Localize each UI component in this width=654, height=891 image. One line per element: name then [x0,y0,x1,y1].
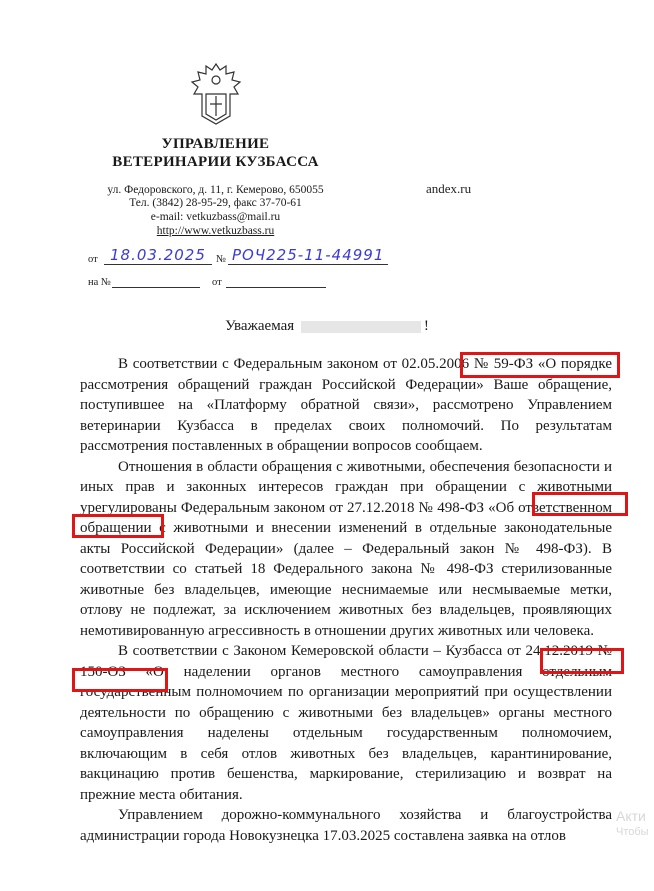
highlight-150oz [72,668,168,692]
reg-date-line [104,264,212,265]
body-paragraph-4: Управлением дорожно-коммунального хозяйства и благоустройства администрации города Новокузнецка 17.03.2025 составлена заявка на отлов [80,807,612,844]
highlight-59fz [460,352,620,378]
activation-watermark [616,808,654,840]
reg-number-handwritten: РОЧ225-11-44991 [232,246,385,264]
coat-of-arms-icon [186,60,246,128]
letter-body [80,354,612,846]
reg-number-label: № [216,254,227,265]
greeting-text: Уважаемая [225,318,295,334]
redacted-name [301,321,421,333]
watermark-line2: Чтобы [616,826,649,838]
ref-date-line [226,287,326,288]
reg-from-label: от [88,254,98,265]
body-paragraph-3: В соответствии с Законом Кемеровской области – Кузбасса от 24.12.2019 № 150-ОЗ «О наделении органов местного самоуправления отдельным государственным полномочием по организации мероприятий при осуществлении деятельности по обращению с животными без владельцев» органы местного самоуправления наделены отдельным государственным полномочием, включающим в себя отлов животных без владельцев, карантинирование, вакцинацию против бешенства, маркирование, стерилизацию и возврат на прежние места обитания. [80,643,612,803]
ref-date-label: от [212,277,222,288]
body-paragraph-2: Отношения в области обращения с животными, обеспечения безопасности и иных прав и законных интересов граждан при обращении с животными урегулированы Федеральным законом от 27.12.2018 № 498-ФЗ «Об ответственном обращении с животными и внесении изменений в отдельные законодательные акты Российской Федерации» (далее – Федеральный закон № 498-ФЗ). В соответствии со статьей 18 Федерального закона № 498-ФЗ стерилизованные животные без владельцев, имеющие неснимаемые или несмываемые метки, отлову не подлежат, за исключением животных без владельцев, проявляющих немотивированную агрессивность в отношении других животных или человека. [80,458,612,639]
org-name-line2: ВЕТЕРИНАРИИ КУЗБАССА [112,154,319,170]
highlight-date-498fz [532,492,628,516]
org-website-link[interactable]: http://www.vetkuzbass.ru [156,225,275,237]
org-phone: Тел. (3842) 28-95-29, факс 37-70-61 [129,197,302,209]
recipient-email-fragment: andex.ru [426,181,472,196]
ref-number-line [112,287,200,288]
org-address: ул. Федоровского, д. 11, г. Кемерово, 650055 [107,184,324,196]
highlight-498fz [72,514,164,538]
greeting [0,318,654,335]
body-paragraph-1: В соответствии с Федеральным законом от 02.05.2006 № 59-ФЗ «О порядке рассмотрения обращений граждан Российской Федерации» Ваше обращение, поступившее на «Платформу обратной связи», рассмотрено Управлением ветеринарии Кузбасса в пределах своих полномочий. По результатам рассмотрения поставленных в обращении вопросов сообщаем. [80,356,612,454]
highlight-date-150oz [540,648,624,674]
watermark-line1: Акти [616,808,646,824]
reg-date-handwritten: 18.03.2025 [110,246,206,264]
greeting-end: ! [423,318,429,334]
org-name-line1: УПРАВЛЕНИЕ [161,136,270,152]
ref-number-label: на № [88,277,111,288]
reg-number-line [228,264,388,265]
org-email: e-mail: vetkuzbass@mail.ru [150,211,281,223]
